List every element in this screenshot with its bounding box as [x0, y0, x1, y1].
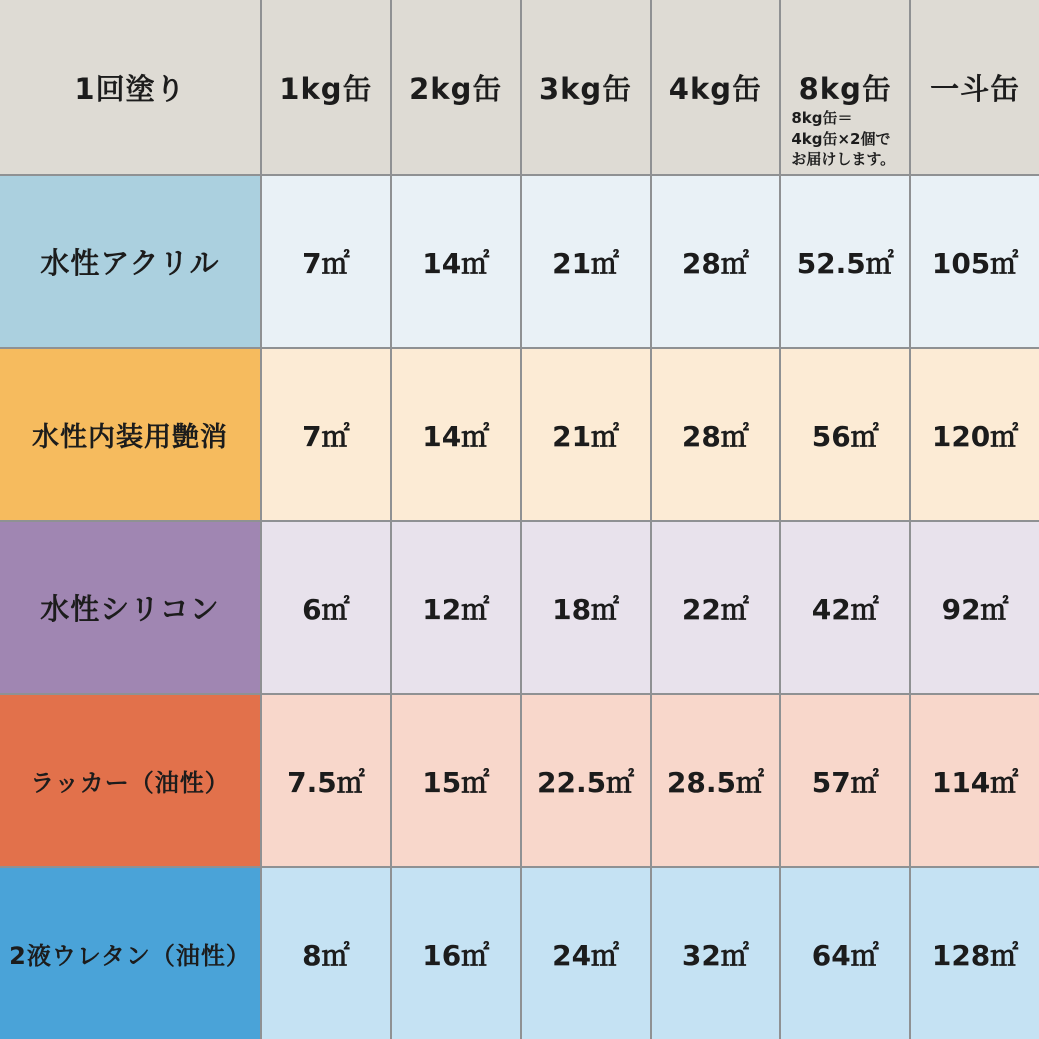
coverage-value: 128㎡	[931, 938, 1019, 972]
coverage-value: 16㎡	[422, 938, 490, 972]
corner-label: 1回塗り	[74, 71, 186, 106]
row-label-text: 水性アクリル	[40, 246, 220, 280]
row-label-water-silicone	[0, 522, 260, 693]
coverage-value: 12㎡	[422, 592, 490, 626]
cell-value	[392, 522, 520, 693]
coverage-value: 105㎡	[931, 246, 1019, 280]
column-label: 4kg缶	[668, 71, 763, 106]
header-col-3kg-can	[522, 0, 650, 174]
row-label-water-acrylic	[0, 176, 260, 347]
note-line: お届けします。	[791, 149, 896, 168]
cell-value	[911, 868, 1039, 1039]
coverage-value: 28㎡	[681, 419, 749, 453]
coverage-value: 7㎡	[302, 419, 350, 453]
cell-value	[522, 522, 650, 693]
coverage-value: 64㎡	[811, 938, 879, 972]
cell-value	[392, 176, 520, 347]
cell-value	[522, 868, 650, 1039]
coverage-value: 28㎡	[681, 246, 749, 280]
cell-value	[911, 176, 1039, 347]
cell-value	[392, 695, 520, 866]
coverage-value: 22㎡	[681, 592, 749, 626]
row-label-water-interior-matte	[0, 349, 260, 520]
cell-value	[911, 349, 1039, 520]
coverage-value: 92㎡	[941, 592, 1009, 626]
cell-value	[262, 176, 390, 347]
column-label: 8kg缶	[798, 71, 892, 106]
cell-value	[262, 868, 390, 1039]
coverage-value: 120㎡	[931, 419, 1019, 453]
coverage-value: 14㎡	[422, 246, 490, 280]
row-label-text: 水性内装用艶消	[32, 422, 228, 453]
coverage-value: 8㎡	[302, 938, 350, 972]
cell-value	[781, 176, 909, 347]
cell-value	[522, 176, 650, 347]
coverage-value: 7.5㎡	[287, 765, 365, 799]
coverage-value: 14㎡	[422, 419, 490, 453]
cell-value	[781, 695, 909, 866]
header-col-4kg-can	[652, 0, 780, 174]
cell-value	[781, 522, 909, 693]
coverage-value: 6㎡	[302, 592, 350, 626]
note-line: 4kg缶×2個で	[791, 129, 891, 148]
cell-value	[392, 868, 520, 1039]
coverage-value: 21㎡	[552, 246, 620, 280]
cell-value	[652, 868, 780, 1039]
column-label: 1kg缶	[279, 71, 373, 106]
header-corner-coats	[0, 0, 260, 174]
cell-value	[652, 349, 780, 520]
header-col-1kg-can	[262, 0, 390, 174]
cell-value	[781, 349, 909, 520]
cell-value	[781, 868, 909, 1039]
coverage-value: 21㎡	[552, 419, 620, 453]
header-col-2kg-can	[392, 0, 520, 174]
coverage-value: 52.5㎡	[796, 246, 894, 280]
column-label: 3kg缶	[538, 71, 633, 106]
cell-value	[522, 349, 650, 520]
cell-value	[652, 522, 780, 693]
cell-value	[652, 176, 780, 347]
note-line: 8kg缶＝	[791, 109, 853, 128]
coverage-value: 28.5㎡	[666, 765, 764, 799]
cell-value	[652, 695, 780, 866]
coverage-value: 114㎡	[931, 765, 1019, 799]
row-label-2k-urethane-oil	[0, 868, 260, 1039]
cell-value	[392, 349, 520, 520]
coverage-value: 15㎡	[422, 765, 490, 799]
cell-value	[911, 522, 1039, 693]
header-col-8kg-can	[781, 0, 909, 174]
coverage-value: 42㎡	[811, 592, 879, 626]
cell-value	[262, 522, 390, 693]
row-label-text: ラッカー（油性）	[30, 769, 230, 797]
coverage-value: 32㎡	[681, 938, 749, 972]
coverage-value: 22.5㎡	[537, 765, 635, 799]
cell-value	[522, 695, 650, 866]
8kg-can-note	[791, 108, 895, 169]
row-label-lacquer-oil	[0, 695, 260, 866]
cell-value	[911, 695, 1039, 866]
cell-value	[262, 695, 390, 866]
coverage-value: 7㎡	[302, 246, 350, 280]
coverage-value: 57㎡	[811, 765, 879, 799]
column-label: 2kg缶	[409, 71, 503, 106]
row-label-text: 2液ウレタン（油性）	[9, 942, 251, 970]
header-col-itto-can	[911, 0, 1039, 174]
coverage-value: 18㎡	[552, 592, 620, 626]
cell-value	[262, 349, 390, 520]
coverage-value: 56㎡	[811, 419, 879, 453]
coverage-value: 24㎡	[552, 938, 620, 972]
column-label: 一斗缶	[930, 71, 1021, 106]
row-label-text: 水性シリコン	[40, 592, 220, 626]
